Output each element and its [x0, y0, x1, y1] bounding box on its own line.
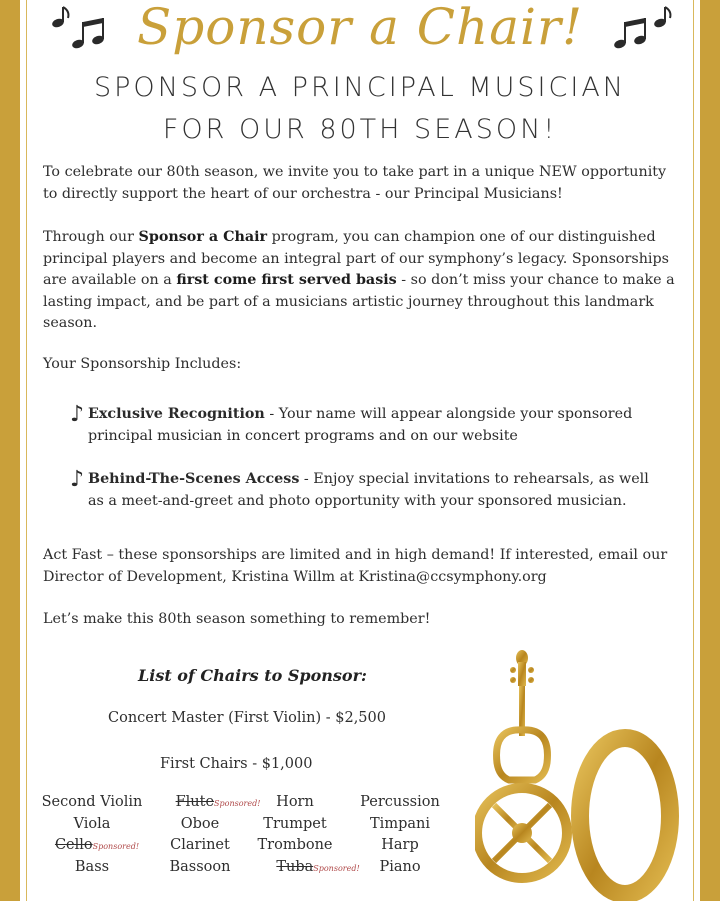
chair-cello — [37, 837, 157, 853]
first-chairs-line: First Chairs - $1,000 — [160, 756, 313, 772]
bullet-title: Exclusive Recognition — [88, 406, 265, 422]
eighth-note-icon: ♪ — [70, 402, 85, 427]
chair-piano: Piano — [379, 859, 421, 875]
includes-heading: Your Sponsorship Includes: — [43, 356, 242, 372]
program-bold-1: Sponsor a Chair — [138, 229, 268, 245]
chair-bassoon: Bassoon — [169, 859, 231, 875]
program-text-2: program, you can champion one of our distinguished principal players and become an integral part of our symphony’s legacy. Sponsorships are available on a — [43, 229, 669, 288]
violin-80-emblem-icon — [475, 648, 690, 901]
program-bold-2: first come first served basis — [176, 272, 397, 288]
chair-second-violin: Second Violin — [41, 794, 143, 810]
chair-harp: Harp — [381, 837, 419, 853]
chair-bass: Bass — [74, 859, 110, 875]
program-text-3: - so don’t miss your chance to make a lasting impact, and be part of a musicians artistic journey throughout this landmark season. — [43, 272, 675, 331]
chair-name: Cello — [54, 837, 93, 853]
eighth-note-icon: ♪ — [70, 467, 85, 492]
chair-name: Flute — [175, 794, 215, 810]
bullet-title: Behind-The-Scenes Access — [88, 471, 300, 487]
chair-name: Tuba — [276, 859, 314, 875]
closing-line: Let’s make this 80th season something to remember! — [43, 611, 431, 627]
chair-percussion: Percussion — [360, 794, 440, 810]
bullet-text: - Your name will appear alongside your sponsored principal musician in concert programs and on our website — [88, 406, 633, 444]
bullet-text: - Enjoy special invitations to rehearsals, as well as a meet-and-greet and photo opportunity with your sponsored musician. — [88, 471, 649, 509]
subtitle-line-1: SPONSOR A PRINCIPAL MUSICIAN — [94, 72, 626, 103]
program-text-1: Through our — [43, 229, 139, 245]
chair-viola: Viola — [73, 816, 111, 832]
act-fast-paragraph: Act Fast – these sponsorships are limited and in high demand! If interested, email our Director of Development, Kristina Willm at Kristina@ccsymphony.org — [43, 547, 668, 585]
chair-trumpet: Trumpet — [263, 816, 327, 832]
chair-trombone: Trombone — [257, 837, 333, 853]
page-title: Sponsor a Chair! — [136, 0, 584, 56]
program-paragraph — [43, 227, 683, 335]
concert-master-line: Concert Master (First Violin) - $2,500 — [108, 710, 386, 726]
sponsored-tag: Sponsored! — [92, 842, 140, 851]
sponsored-tag: Sponsored! — [214, 799, 261, 808]
chair-clarinet: Clarinet — [170, 837, 230, 853]
chair-horn: Horn — [276, 794, 314, 810]
chair-oboe: Oboe — [180, 816, 220, 832]
subtitle-line-2: FOR OUR 80TH SEASON! — [162, 114, 558, 145]
chair-timpani: Timpani — [370, 816, 430, 832]
sponsored-tag: Sponsored! — [313, 864, 360, 873]
chair-list-title: List of Chairs to Sponsor: — [138, 666, 367, 685]
intro-paragraph: To celebrate our 80th season, we invite you to take part in a unique NEW opportunity to directly support the heart of our orchestra - our Principal Musicians! — [43, 164, 667, 202]
